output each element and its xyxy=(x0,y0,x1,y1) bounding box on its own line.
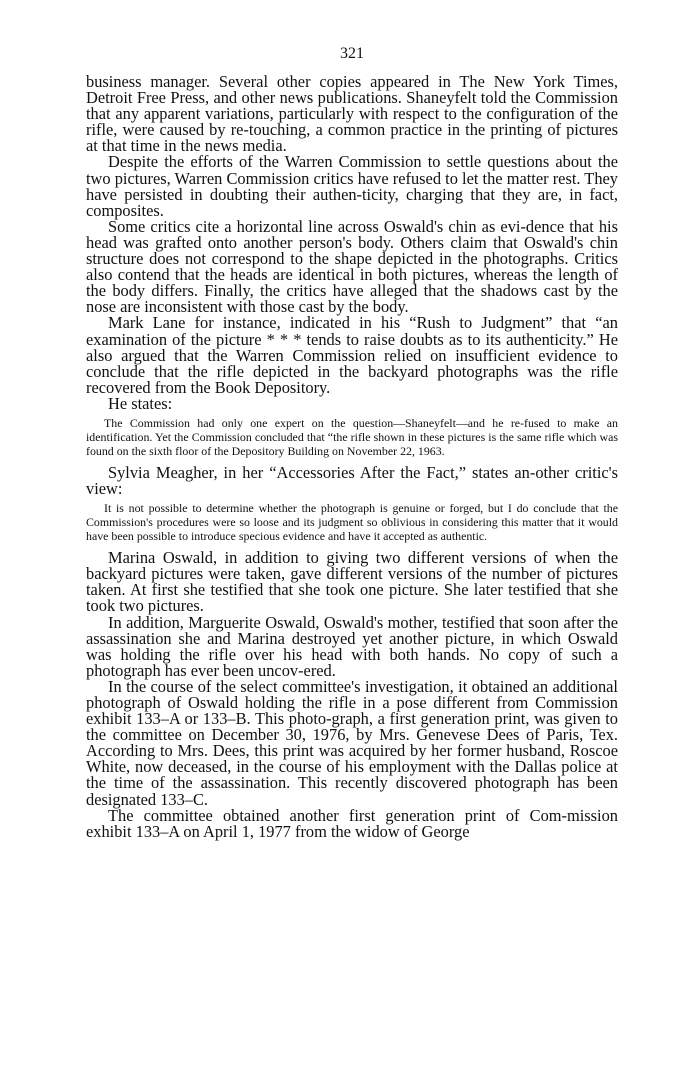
paragraph-critics-chin-line: Some critics cite a horizontal line across Oswald's chin as evi-dence that his head was grafted onto another person's body. Others claim that Oswald's chin structure does not correspond to the shape depicted in the photographs. Critics also contend that the heads are identical in both pictures, whereas the length of the body differs. Finally, the critics have alleged that the shadows cast by the nose are inconsistent with those cast by the body. xyxy=(86,216,618,317)
block-quote-lane: The Commission had only one expert on the question—Shaneyfelt—and he re-fused to make an identification. Yet the Commission concluded that “the rifle shown in these pictures is the same rifle which was found on the sixth floor of the Depository Building on November 22, 1963. xyxy=(86,415,618,458)
page-number: 321 xyxy=(340,45,364,62)
paragraph-marina-oswald: Marina Oswald, in addition to giving two different versions of when the backyard pictures were taken, gave different versions of the number of pictures taken. At first she testified that she took one picture. She later testified that she took two pictures. xyxy=(86,548,618,616)
paragraph-marguerite-oswald: In addition, Marguerite Oswald, Oswald's mother, testified that soon after the assassination she and Marina destroyed yet another picture, in which Oswald was holding the rifle over his head with both hands. No copy of such a photograph has ever been uncov-ered. xyxy=(86,612,618,680)
paragraph-mark-lane: Mark Lane for instance, indicated in his “Rush to Judgment” that “an examination of the picture * * * tends to raise doubts as to its authenticity.” He also argued that the Warren Commission relied on insufficient evidence to conclude that the rifle depicted in the backyard photographs was the rifle recovered from the Book Depository. xyxy=(86,313,618,397)
paragraph-committee-obtained: The committee obtained another first generation print of Com-mission exhibit 133–A on April 1, 1977 from the widow of George xyxy=(86,805,618,841)
paragraph-despite-efforts: Despite the efforts of the Warren Commission to settle questions about the two pictures, Warren Commission critics have refused to let the matter rest. They have persisted in doubting their authen-ticity, charging that they are, in fact, composites. xyxy=(86,152,618,220)
document-page xyxy=(86,44,618,840)
paragraph-committee-investigation: In the course of the select committee's investigation, it obtained an additional photograph of Oswald holding the rifle in a pose different from Commission exhibit 133–A or 133–B. This photo-graph, a first generation print, was given to the committee on December 30, 1976, by Mrs. Genevese Dees of Paris, Tex. According to Mrs. Dees, this print was acquired by her former husband, Roscoe White, now deceased, in the course of his employment with the Dallas police at the time of the assassination. This recently discovered photograph has been designated 133–C. xyxy=(86,676,618,809)
paragraph-sylvia-meagher: Sylvia Meagher, in her “Accessories After the Fact,” states an-other critic's view: xyxy=(86,462,618,499)
paragraph-he-states: He states: xyxy=(108,393,173,413)
paragraph-business-manager: business manager. Several other copies appeared in The New York Times, Detroit Free Press, and other news publications. Shaneyfelt told the Commission that any apparent variations, particularly with respect to the configuration of the rifle, were caused by re-touching, a common practice in the printing of pictures at that time in the news media. xyxy=(86,72,618,156)
block-quote-meagher: It is not possible to determine whether the photograph is genuine or forged, but I do conclude that the Commission's procedures were so loose and its judgment so oblivious in considering this matter that it would have been possible to introduce specious evidence and have it accepted as authentic. xyxy=(86,501,618,544)
